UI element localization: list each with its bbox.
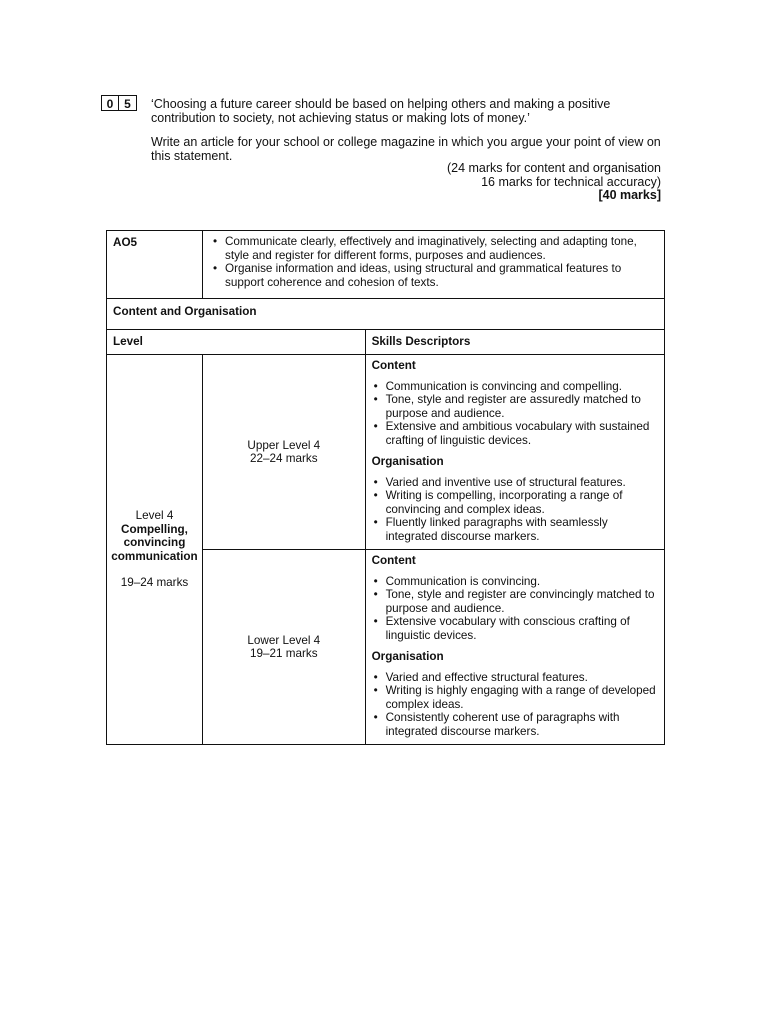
upper-level-descriptors: [365, 355, 664, 550]
lower-level-name: Lower Level 4: [247, 633, 321, 647]
mark-scheme-table: [106, 230, 665, 745]
marks-technical: 16 marks for technical accuracy): [481, 174, 661, 189]
lower-organisation-bullet: • Varied and effective structural features.: [386, 671, 658, 685]
upper-content-bullet: • Extensive and ambitious vocabulary with sustained crafting of linguistic devices.: [386, 420, 658, 447]
level-4-cell: [107, 355, 203, 745]
level-marks: 19–24 marks: [120, 576, 189, 590]
question-marks: [447, 162, 661, 203]
ao-bullet-list: [211, 235, 658, 289]
lower-content-bullet: • Communication is convincing.: [386, 575, 658, 589]
lower-content-bullet: • Extensive vocabulary with conscious crafting of linguistic devices.: [386, 615, 658, 642]
ao-descriptors: [202, 231, 664, 299]
ao-bullet: • Organise information and ideas, using structural and grammatical features to support coherence and cohesion of texts.: [225, 262, 658, 289]
upper-content-bullet: • Tone, style and register are assuredly matched to purpose and audience.: [386, 393, 658, 420]
lower-content-heading: Content: [371, 554, 416, 567]
upper-level-name: Upper Level 4: [247, 438, 321, 452]
marks-total: [40 marks]: [598, 188, 661, 202]
lower-organisation-heading: Organisation: [371, 650, 444, 663]
upper-level-cell: [202, 355, 365, 550]
upper-content-list: [372, 380, 658, 448]
header-row: [107, 330, 665, 355]
ao-label: AO5: [107, 231, 203, 299]
upper-content-bullet: • Communication is convincing and compelling.: [386, 380, 658, 394]
lower-organisation-list: [372, 671, 658, 739]
lower-organisation-bullet: • Consistently coherent use of paragraphs with integrated discourse markers.: [386, 711, 658, 738]
ao-bullet: • Communicate clearly, effectively and imaginatively, selecting and adapting tone, style and register for different forms, purposes and audiences.: [225, 235, 658, 262]
lower-organisation-bullet: • Writing is highly engaging with a range of developed complex ideas.: [386, 684, 658, 711]
question-number-digit-2: 5: [119, 95, 137, 111]
lower-content-list: [372, 575, 658, 643]
section-title: Content and Organisation: [107, 299, 665, 330]
column-header-skills: Skills Descriptors: [365, 330, 664, 355]
upper-organisation-bullet: • Fluently linked paragraphs with seamlessly integrated discourse markers.: [386, 516, 658, 543]
column-header-level: Level: [107, 330, 366, 355]
level-name: Level 4: [135, 509, 174, 523]
level-title-line-3: communication: [111, 549, 198, 563]
section-row: [107, 299, 665, 330]
upper-organisation-bullet: • Writing is compelling, incorporating a range of convincing and complex ideas.: [386, 489, 658, 516]
lower-level-cell: [202, 550, 365, 745]
upper-organisation-list: [372, 476, 658, 544]
ao-row: [107, 231, 665, 299]
upper-organisation-heading: Organisation: [371, 455, 444, 468]
level-title-line-2: convincing: [123, 536, 186, 550]
question-task: Write an article for your school or college magazine in which you argue your point of view on this statement.: [151, 135, 661, 163]
question-number-digit-1: 0: [101, 95, 119, 111]
upper-level-row: [107, 355, 665, 550]
question-number: [101, 95, 137, 111]
question-statement: ‘Choosing a future career should be based on helping others and making a positive contribution to society, not achieving status or making lots of money.’: [151, 97, 611, 125]
lower-level-descriptors: [365, 550, 664, 745]
lower-level-marks: 19–21 marks: [249, 647, 318, 660]
upper-level-marks: 22–24 marks: [249, 452, 318, 465]
upper-content-heading: Content: [371, 359, 416, 372]
upper-organisation-bullet: • Varied and inventive use of structural features.: [386, 476, 658, 490]
level-title-line-1: Compelling,: [121, 522, 188, 536]
lower-content-bullet: • Tone, style and register are convincingly matched to purpose and audience.: [386, 588, 658, 615]
marks-content: (24 marks for content and organisation: [446, 161, 661, 175]
